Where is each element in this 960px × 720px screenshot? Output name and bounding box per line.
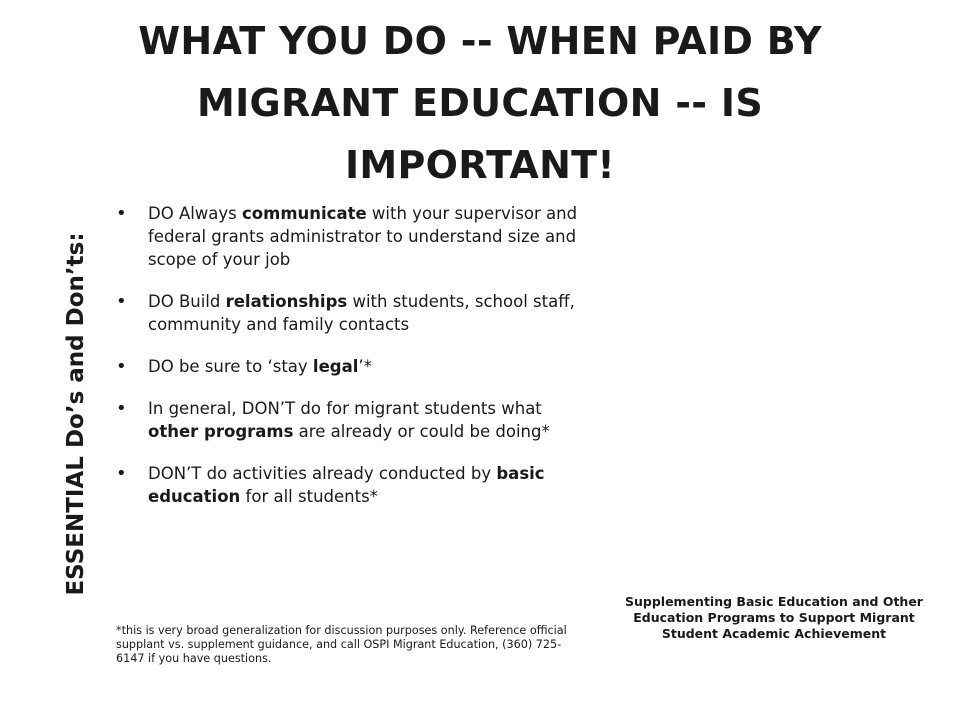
bullet-emphasis: basic education <box>148 464 545 506</box>
side-label: ESSENTIAL Do’s and Don’ts: <box>63 232 89 596</box>
bullet-icon: • <box>116 398 127 419</box>
list-item <box>116 355 586 378</box>
footnote: *this is very broad generalization for discussion purposes only. Reference official supplant vs. supplement guidance, and call OSPI Migrant Education, (360) 725-6147 if you have questions. <box>116 624 567 665</box>
bullet-text: are already or could be doing* <box>293 422 550 441</box>
bullet-emphasis: relationships <box>225 292 348 311</box>
bullet-text: for all students* <box>240 487 378 506</box>
caption: Supplementing Basic Education and Other Education Programs to Support Migrant Student Academic Achievement <box>625 594 923 641</box>
list-item <box>116 397 586 443</box>
bullet-icon: • <box>116 463 127 484</box>
bullet-emphasis: other programs <box>148 422 294 441</box>
bullet-text: with your supervisor and federal grants administrator to understand size and scope of your job <box>148 204 578 269</box>
bullet-text: DO Always <box>148 204 243 223</box>
bullet-text: In general, DON’T do for migrant students what <box>148 399 542 418</box>
bullet-emphasis: legal <box>312 357 359 376</box>
dos-donts-list <box>116 202 586 527</box>
list-item <box>116 462 586 508</box>
bullet-text: DO Build <box>148 292 226 311</box>
bullet-icon: • <box>116 203 127 224</box>
bullet-text: DON’T do activities already conducted by <box>148 464 497 483</box>
bullet-icon: • <box>116 356 127 377</box>
bullet-icon: • <box>116 291 127 312</box>
slide-title: WHAT YOU DO -- WHEN PAID BY MIGRANT EDUCATION -- IS IMPORTANT! <box>138 19 822 187</box>
bullet-emphasis: communicate <box>242 204 367 223</box>
list-item <box>116 290 586 336</box>
bullet-text: DO be sure to ‘stay <box>148 357 313 376</box>
list-item <box>116 202 586 271</box>
bullet-text: with students, school staff, community and family contacts <box>148 292 575 334</box>
bullet-text: ’* <box>358 357 372 376</box>
